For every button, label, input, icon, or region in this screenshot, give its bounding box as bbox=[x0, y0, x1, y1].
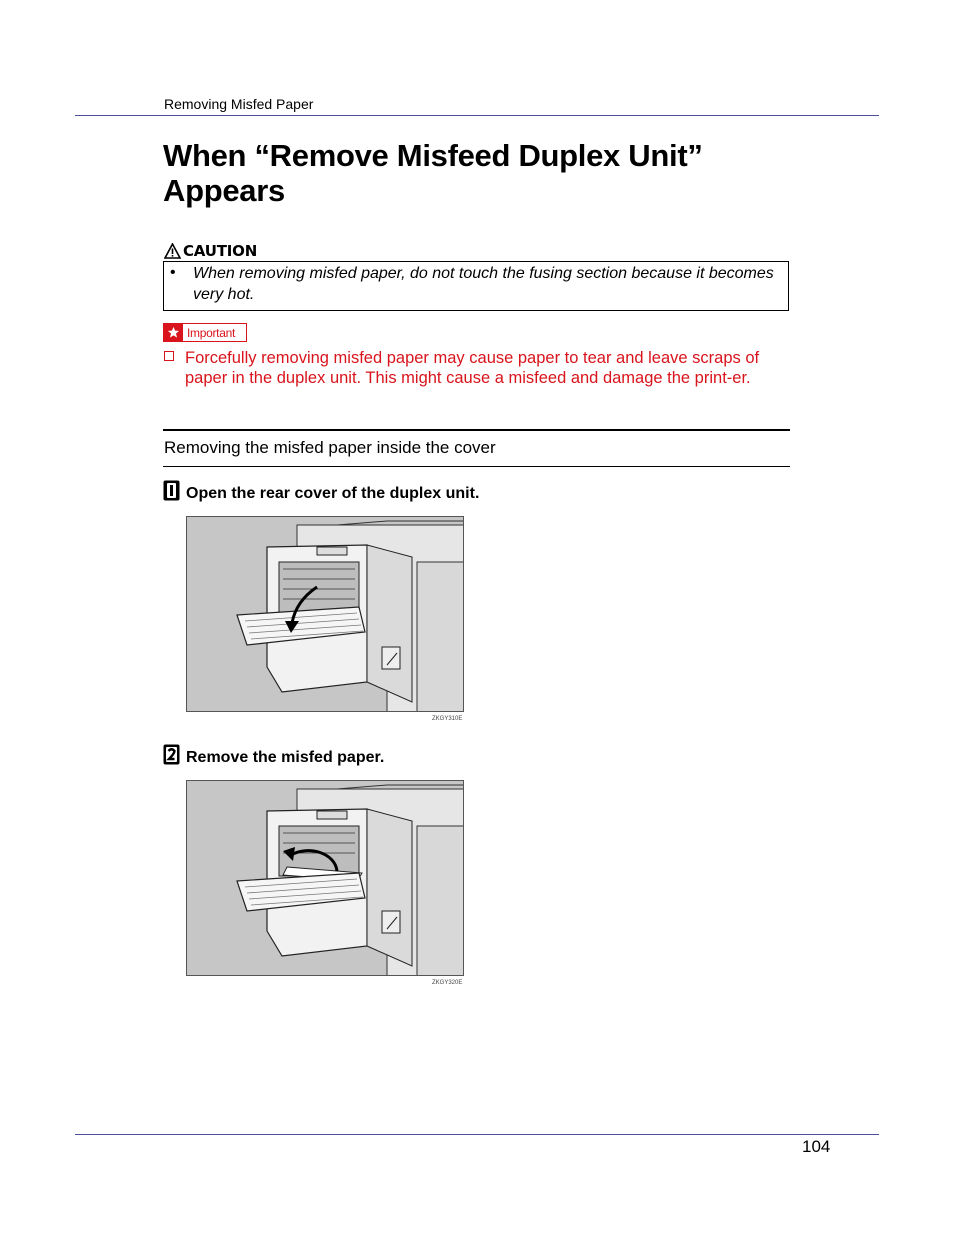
header-rule bbox=[75, 115, 879, 116]
figure-1-code: ZKGY310E bbox=[432, 716, 463, 722]
section-title: Removing the misfed paper inside the cover bbox=[164, 438, 496, 457]
figure-remove-misfed-paper bbox=[186, 780, 464, 976]
running-header: Removing Misfed Paper bbox=[164, 96, 314, 112]
star-icon bbox=[164, 324, 183, 341]
page-title: When “Remove Misfeed Duplex Unit” Appears bbox=[163, 138, 703, 208]
section-rule-top bbox=[163, 429, 790, 431]
important-text: Forcefully removing misfed paper may cause paper to tear and leave scraps of paper in the duplex unit. This might cause a misfeed and damage the print-er. bbox=[185, 349, 760, 387]
checkbox-bullet-icon bbox=[164, 351, 174, 361]
caution-word: CAUTION bbox=[183, 242, 258, 260]
footer-rule bbox=[75, 1134, 879, 1135]
warning-triangle-icon bbox=[164, 243, 181, 259]
caution-label bbox=[164, 242, 257, 260]
section-rule-bottom bbox=[163, 466, 790, 467]
page-number: 104 bbox=[802, 1137, 831, 1156]
step-1-text: Open the rear cover of the duplex unit. bbox=[186, 485, 480, 502]
important-label: Important bbox=[187, 325, 235, 340]
caution-bullet-icon: • bbox=[170, 264, 176, 281]
step-number-1-icon bbox=[163, 480, 180, 501]
caution-text: When removing misfed paper, do not touch the fusing section because it becomes very hot. bbox=[193, 265, 774, 303]
important-badge bbox=[163, 323, 247, 342]
step-number-2-icon bbox=[163, 744, 180, 765]
figure-open-rear-cover bbox=[186, 516, 464, 712]
figure-2-code: ZKGY320E bbox=[432, 980, 463, 986]
step-2-text: Remove the misfed paper. bbox=[186, 749, 385, 766]
